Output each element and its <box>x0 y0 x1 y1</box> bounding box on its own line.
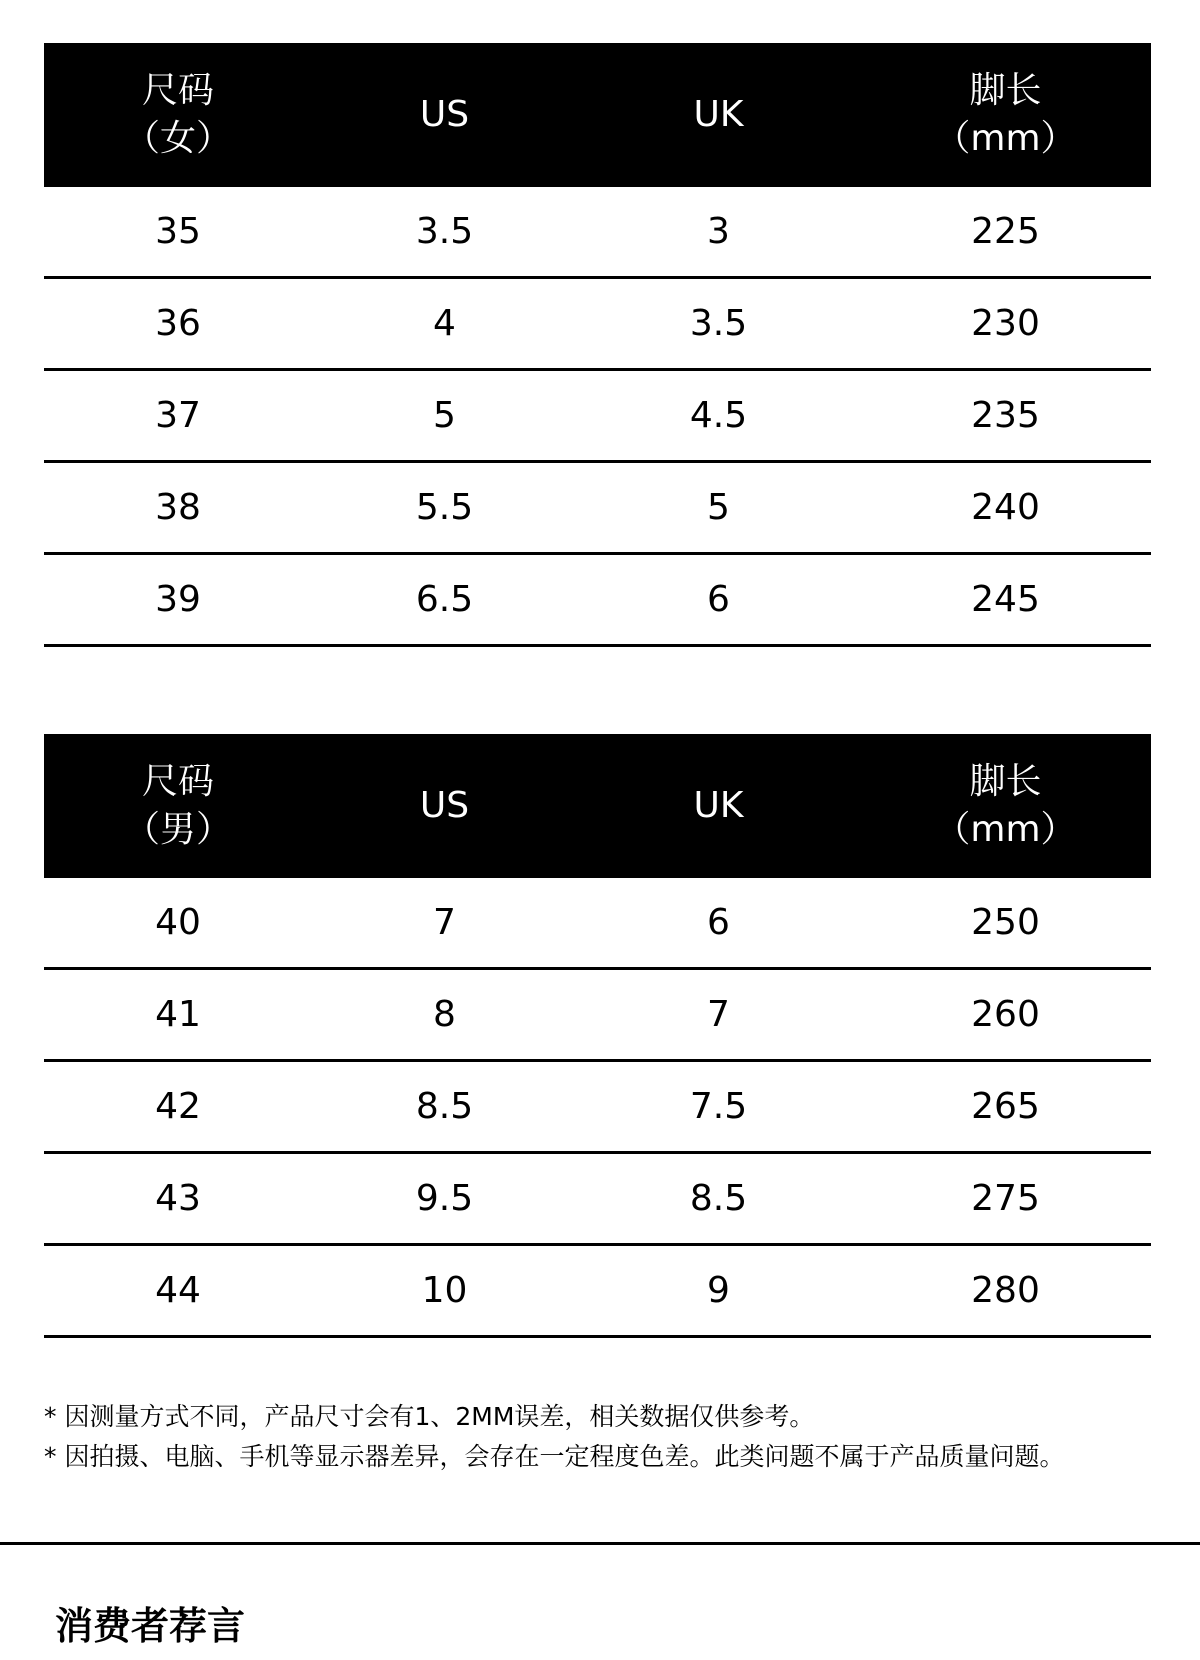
header-label: 脚长 <box>969 761 1042 802</box>
header-sublabel: （女） <box>123 118 232 159</box>
cell-foot-length: 280 <box>860 1245 1151 1337</box>
cell-size: 42 <box>44 1061 312 1153</box>
header-sublabel: （mm） <box>934 809 1077 850</box>
cell-uk: 3.5 <box>577 278 860 370</box>
cell-size: 39 <box>44 554 312 646</box>
header-foot-length <box>860 734 1151 878</box>
disclaimer-notes <box>44 1397 1184 1477</box>
cell-uk: 3 <box>577 187 860 278</box>
cell-foot-length: 275 <box>860 1153 1151 1245</box>
header-label: 脚长 <box>969 70 1042 111</box>
cell-us: 5.5 <box>312 462 577 554</box>
cell-size: 43 <box>44 1153 312 1245</box>
cell-us: 3.5 <box>312 187 577 278</box>
cell-uk: 6 <box>577 878 860 969</box>
header-label: US <box>419 94 470 135</box>
cell-size: 44 <box>44 1245 312 1337</box>
header-label: UK <box>693 94 744 135</box>
size-table-men <box>44 734 1151 1338</box>
cell-size: 37 <box>44 370 312 462</box>
header-uk <box>577 734 860 878</box>
cell-uk: 4.5 <box>577 370 860 462</box>
header-size-men <box>44 734 312 878</box>
cell-foot-length: 240 <box>860 462 1151 554</box>
table-row <box>44 878 1151 969</box>
size-table-women <box>44 43 1151 647</box>
cell-foot-length: 235 <box>860 370 1151 462</box>
header-label: 尺码 <box>141 761 214 802</box>
cell-foot-length: 245 <box>860 554 1151 646</box>
cell-foot-length: 225 <box>860 187 1151 278</box>
table-header-row <box>44 734 1151 878</box>
header-label: UK <box>693 785 744 826</box>
cell-uk: 7 <box>577 969 860 1061</box>
cell-foot-length: 230 <box>860 278 1151 370</box>
cell-size: 38 <box>44 462 312 554</box>
cell-size: 35 <box>44 187 312 278</box>
cell-uk: 6 <box>577 554 860 646</box>
header-uk <box>577 43 860 187</box>
cell-us: 8.5 <box>312 1061 577 1153</box>
note-measurement: * 因测量方式不同，产品尺寸会有1、2MM误差，相关数据仅供参考。 <box>44 1402 815 1431</box>
header-us <box>312 43 577 187</box>
table-row <box>44 370 1151 462</box>
header-size-women <box>44 43 312 187</box>
cell-size: 36 <box>44 278 312 370</box>
table-row <box>44 1245 1151 1337</box>
header-foot-length <box>860 43 1151 187</box>
table-row <box>44 1061 1151 1153</box>
cell-uk: 5 <box>577 462 860 554</box>
section-divider <box>0 1542 1200 1545</box>
header-label: 尺码 <box>141 70 214 111</box>
header-label: US <box>419 785 470 826</box>
cell-foot-length: 260 <box>860 969 1151 1061</box>
table-header-row <box>44 43 1151 187</box>
table-row <box>44 1153 1151 1245</box>
cell-size: 41 <box>44 969 312 1061</box>
cell-us: 9.5 <box>312 1153 577 1245</box>
cell-size: 40 <box>44 878 312 969</box>
section-heading: 消费者荐言 <box>55 1604 246 1648</box>
cell-us: 8 <box>312 969 577 1061</box>
cell-us: 7 <box>312 878 577 969</box>
cell-us: 4 <box>312 278 577 370</box>
cell-foot-length: 265 <box>860 1061 1151 1153</box>
header-sublabel: （男） <box>123 809 232 850</box>
table-row <box>44 278 1151 370</box>
cell-uk: 7.5 <box>577 1061 860 1153</box>
note-color-difference: * 因拍摄、电脑、手机等显示器差异，会存在一定程度色差。此类问题不属于产品质量问题。 <box>44 1442 1065 1471</box>
header-us <box>312 734 577 878</box>
cell-uk: 9 <box>577 1245 860 1337</box>
cell-uk: 8.5 <box>577 1153 860 1245</box>
table-row <box>44 969 1151 1061</box>
cell-foot-length: 250 <box>860 878 1151 969</box>
cell-us: 5 <box>312 370 577 462</box>
table-row <box>44 187 1151 278</box>
table-row <box>44 554 1151 646</box>
cell-us: 6.5 <box>312 554 577 646</box>
header-sublabel: （mm） <box>934 118 1077 159</box>
table-row <box>44 462 1151 554</box>
cell-us: 10 <box>312 1245 577 1337</box>
